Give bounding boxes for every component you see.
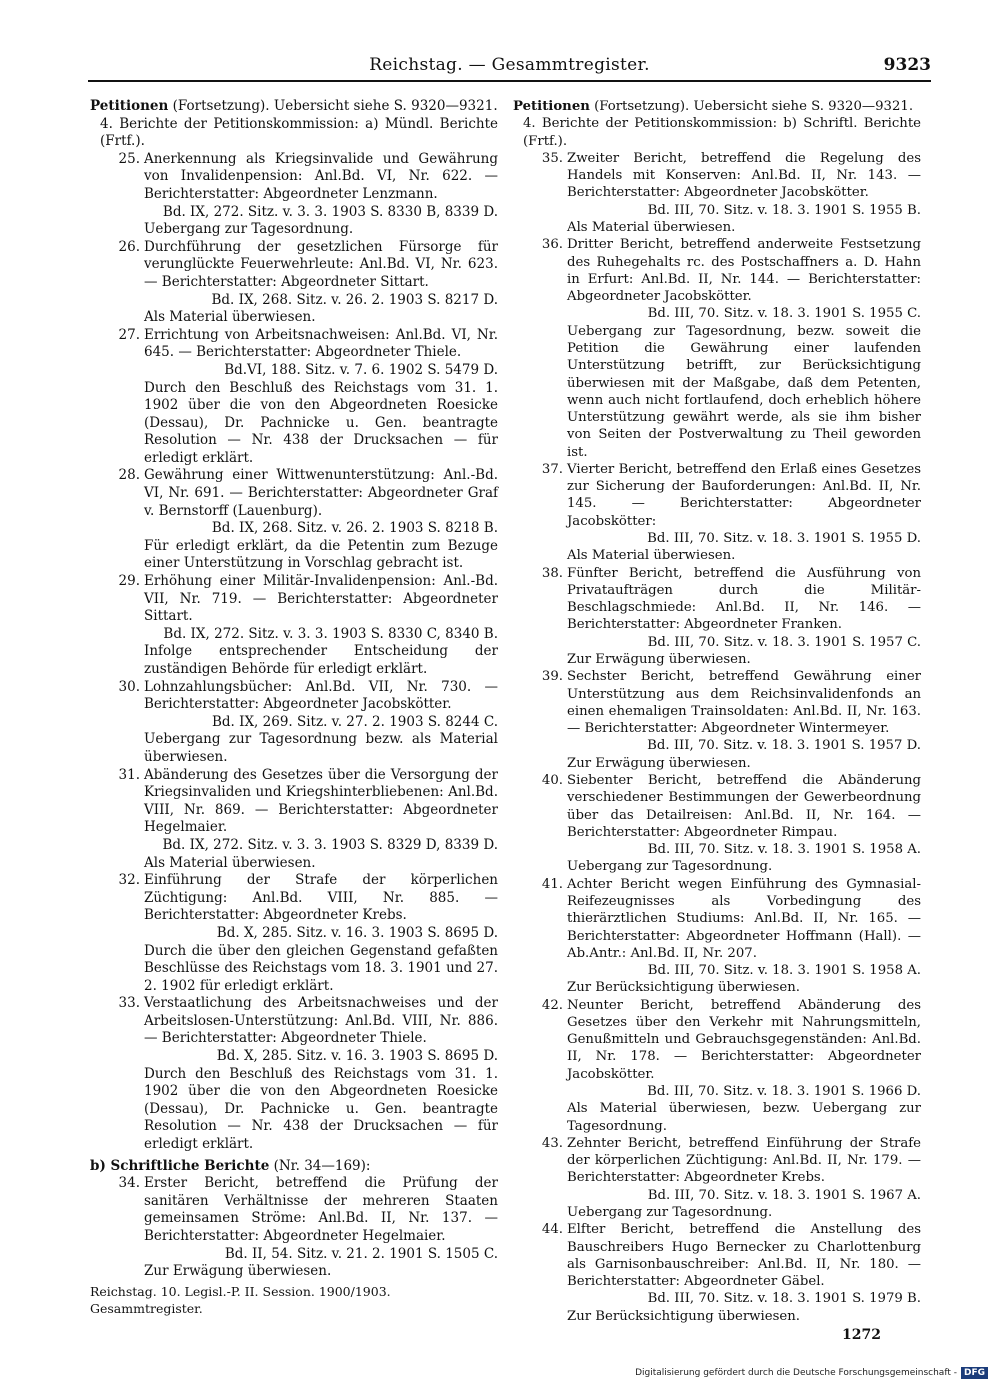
entry-text: Sechster Bericht, betreffend Gewährung einer Unterstützung aus dem Reichsinvalidenfonds an einen ehemaligen Trainsoldaten: Anl.Bd. II, Nr. 163. — Berichterstatter: Abgeordneter Wintermeyer.: [567, 669, 921, 737]
entry-reference: Bd. IX, 268. Sitz. v. 26. 2. 1903 S. 8217 D.: [211, 291, 498, 308]
entry-decision: Durch den Beschluß des Reichstags vom 31. 1. 1902 über die von den Abgeordneten Roesicke (Dessau), Dr. Pachnicke u. Gen. beantragte Resolution — Nr. 438 der Drucksachen — für erledigt erklärt.: [144, 1065, 498, 1153]
section-rest: (Fortsetzung). Uebersicht siehe S. 9320—9321.: [168, 98, 498, 114]
entry-reference: Bd. IX, 269. Sitz. v. 27. 2. 1903 S. 8244 C.: [211, 713, 498, 730]
entry-decision: Als Material überwiesen, bezw. Uebergang zur Tagesordnung.: [567, 1101, 921, 1134]
entry-reference: Bd. II, 54. Sitz. v. 21. 2. 1901 S. 1505 C.: [224, 1245, 498, 1262]
header-page-number: 9323: [883, 55, 931, 75]
entry-decision: Durch die über den gleichen Gegenstand gefaßten Beschlüsse des Reichstags vom 18. 3. 1901 und 27. 2. 1902 für erledigt erklärt.: [144, 942, 498, 994]
entry-number: 26.: [118, 238, 140, 255]
subsection-heading: 4. Berichte der Petitionskommission: a) Mündl. Berichte (Frtf.).: [100, 115, 498, 150]
entry-text: Anerkennung als Kriegsinvalide und Gewährung von Invalidenpension: Anl.Bd. VI, Nr. 622. — Berichterstatter: Abgeordneter Lenzmann.: [144, 150, 498, 202]
entry-number: 40.: [541, 772, 563, 788]
register-entry: [90, 467, 498, 573]
entry-number: 31.: [118, 766, 140, 783]
entry-number: 34.: [118, 1175, 140, 1192]
entry-reference: Bd. X, 285. Sitz. v. 16. 3. 1903 S. 8695 D.: [216, 1048, 498, 1065]
entry-text: Fünfter Bericht, betreffend die Ausführung von Privataufträgen durch die Militär-Beschlagschmiede: Anl.Bd. II, Nr. 146. — Berichterstatter: Abgeordneter Franken.: [567, 565, 921, 633]
register-entry: [90, 767, 498, 873]
entry-number: 30.: [118, 678, 140, 695]
entry-reference: Bd. III, 70. Sitz. v. 18. 3. 1901 S. 1955 C.: [647, 306, 921, 322]
entry-text: Elfter Bericht, betreffend die Anstellung des Bauschreibers Hugo Bernecker zu Charlottenburg als Garnisonbauschreiber: Anl.Bd. II, Nr. 180. — Berichterstatter: Abgeordneter Gäbel.: [567, 1222, 921, 1290]
register-entry: [513, 1135, 921, 1221]
entry-text: Dritter Bericht, betreffend anderweite Festsetzung des Ruhegehalts rc. des Postschaffners a. D. Hahn in Erfurt: Anl.Bd. II, Nr. 144. — Berichterstatter: Abgeordneter Jacobskötter.: [567, 237, 921, 305]
entry-number: 41.: [541, 876, 563, 892]
credit-text: Digitalisierung gefördert durch die Deutsche Forschungsgemeinschaft -: [635, 1368, 957, 1378]
entry-reference: Bd. X, 285. Sitz. v. 16. 3. 1903 S. 8695 D.: [216, 924, 498, 941]
entry-reference: Bd. III, 70. Sitz. v. 18. 3. 1901 S. 1957 D.: [647, 738, 921, 754]
entry-reference: Bd. IX, 272. Sitz. v. 3. 3. 1903 S. 8329 D, 8339 D.: [162, 836, 498, 853]
register-entry: [90, 872, 498, 995]
header-rule: [88, 80, 931, 82]
entry-decision: Uebergang zur Tagesordnung, bezw. soweit die Petition die Gewährung einer laufenden Unterstützung betrifft, zur Berücksichtigung überwiesen mit der Maßgabe, daß dem Petenten, wenn auch nicht fortlaufend, doch erheblich höhere Unterstützung gewährt werde, als sie ihm bisher von Seiten der Postverwaltung zu Theil geworden ist.: [567, 323, 921, 460]
header-title: Reichstag. — Gesammtregister.: [369, 55, 650, 75]
register-entry: [513, 1221, 921, 1325]
entry-list: [90, 151, 498, 1154]
entry-number: 44.: [541, 1222, 563, 1238]
entry-text: Achter Bericht wegen Einführung des Gymnasial-Reifezeugnisses als Vorbedingung des thierärztlichen Studiums: Anl.Bd. II, Nr. 165. — Berichterstatter: Abgeordneter Hoffmann (Hall). — Ab.Antr.: Anl.Bd. II, Nr. 207.: [567, 876, 921, 961]
entry-reference: Bd. III, 70. Sitz. v. 18. 3. 1901 S. 1958 A.: [647, 963, 921, 979]
entry-decision: Zur Berücksichtigung überwiesen.: [567, 1308, 800, 1324]
register-entry: [513, 150, 921, 236]
register-entry: [90, 239, 498, 327]
entry-text: Gewährung einer Wittwenunterstützung: Anl.-Bd. VI, Nr. 691. — Berichterstatter: Abgeordneter Graf v. Bernstorff (Lauenburg).: [144, 467, 498, 519]
entry-text: Neunter Bericht, betreffend Abänderung des Gesetzes über den Verkehr mit Nahrungsmitteln, Genußmitteln und Gebrauchsgegenständen: Anl.Bd. II, Nr. 178. — Berichterstatter: Abgeordneter Jacobskötter.: [567, 997, 921, 1082]
entry-number: 27.: [118, 326, 140, 343]
subsection-b-rest: (Nr. 34—169):: [269, 1157, 371, 1174]
entry-text: Einführung der Strafe der körperlichen Züchtigung: Anl.Bd. VIII, Nr. 885. — Berichterstatter: Abgeordneter Krebs.: [144, 872, 498, 924]
running-header: [88, 55, 931, 81]
entry-decision: Uebergang zur Tagesordnung.: [567, 1205, 773, 1220]
entry-decision: Zur Erwägung überwiesen.: [567, 755, 751, 771]
entry-decision: Uebergang zur Tagesordnung bezw. als Material überwiesen.: [144, 731, 498, 765]
entry-list-b: [90, 1175, 498, 1281]
right-column: [513, 98, 921, 1344]
entry-decision: Zur Erwägung überwiesen.: [144, 1263, 332, 1280]
register-entry: [90, 151, 498, 239]
entry-decision: Zur Berücksichtigung überwiesen.: [567, 980, 800, 996]
footer-left: Reichstag. 10. Legisl.-P. II. Session. 1900/1903. Gesammtregister.: [90, 1283, 391, 1317]
entry-reference: Bd. IX, 272. Sitz. v. 3. 3. 1903 S. 8330 B, 8339 D.: [162, 203, 498, 220]
entry-reference: Bd.VI, 188. Sitz. v. 7. 6. 1902 S. 5479 D.: [224, 361, 498, 378]
entry-decision: Zur Erwägung überwiesen.: [567, 652, 751, 667]
entry-number: 35.: [541, 150, 563, 166]
register-entry: [513, 772, 921, 876]
entry-number: 38.: [541, 565, 563, 581]
entry-reference: Bd. III, 70. Sitz. v. 18. 3. 1901 S. 1957 C.: [647, 634, 921, 650]
entry-reference: Bd. III, 70. Sitz. v. 18. 3. 1901 S. 1979 B.: [647, 1291, 921, 1307]
subsection-heading: 4. Berichte der Petitionskommission: b) Schriftl. Berichte (Frtf.).: [523, 116, 921, 149]
entry-text: Lohnzahlungsbücher: Anl.Bd. VII, Nr. 730. — Berichterstatter: Abgeordneter Jacobskötter.: [144, 678, 498, 713]
entry-number: 43.: [541, 1135, 563, 1151]
entry-decision: Infolge entsprechender Entscheidung der zuständigen Behörde für erledigt erklärt.: [144, 643, 498, 677]
subsection-b-heading: [90, 1158, 498, 1176]
entry-list: [513, 150, 921, 1325]
entry-reference: Bd. III, 70. Sitz. v. 18. 3. 1901 S. 1966 D.: [647, 1084, 921, 1100]
register-entry: [90, 679, 498, 767]
register-entry: [513, 668, 921, 772]
subsection-b-lead: b) Schriftliche Berichte: [90, 1157, 270, 1174]
entry-decision: Uebergang zur Tagesordnung.: [144, 221, 354, 238]
entry-decision: Durch den Beschluß des Reichstags vom 31. 1. 1902 über die von den Abgeordneten Roesicke (Dessau), Dr. Pachnicke u. Gen. beantragte Resolution — Nr. 438 der Drucksachen — für erledigt erklärt.: [144, 379, 498, 466]
entry-reference: Bd. IX, 272. Sitz. v. 3. 3. 1903 S. 8330 C, 8340 B.: [163, 625, 498, 642]
entry-number: 32.: [118, 872, 140, 889]
entry-text: Erster Bericht, betreffend die Prüfung der sanitären Verhältnisse der mehreren Staaten gemeinsamen Ströme: Anl.Bd. II, Nr. 137. — Berichterstatter: Abgeordneter Hegelmaier.: [144, 1175, 498, 1244]
entry-text: Vierter Bericht, betreffend den Erlaß eines Gesetzes zur Sicherung der Bauforderungen: Anl.Bd. II, Nr. 145. — Berichterstatter: Abgeordneter Jacobskötter:: [567, 461, 921, 529]
footer-right: 1272: [842, 1326, 881, 1343]
entry-reference: Bd. III, 70. Sitz. v. 18. 3. 1901 S. 1967 A.: [647, 1187, 921, 1203]
entry-number: 28.: [118, 467, 140, 484]
register-entry: [90, 573, 498, 679]
dfg-logo: DFG: [961, 1367, 988, 1379]
register-entry: [90, 995, 498, 1153]
section-lead: Petitionen: [90, 98, 169, 114]
section-rest: (Fortsetzung). Uebersicht siehe S. 9320—9321.: [589, 99, 914, 114]
entry-decision: Uebergang zur Tagesordnung.: [567, 859, 773, 875]
entry-decision: Für erledigt erklärt, da die Petentin zum Bezuge einer Unterstützung in Vorschlag gebracht ist.: [144, 537, 498, 572]
entry-text: Errichtung von Arbeitsnachweisen: Anl.Bd. VI, Nr. 645. — Berichterstatter: Abgeordneter Thiele.: [144, 326, 498, 361]
entry-number: 42.: [541, 997, 563, 1013]
register-entry: [90, 1175, 498, 1281]
register-entry: [90, 327, 498, 468]
section-lead: Petitionen: [513, 99, 590, 114]
entry-reference: Bd. III, 70. Sitz. v. 18. 3. 1901 S. 1955 B.: [647, 202, 921, 218]
entry-text: Siebenter Bericht, betreffend die Abänderung verschiedener Bestimmungen der Gewerbeordnung über das Detailreisen: Anl.Bd. II, Nr. 164. — Berichterstatter: Abgeordneter Rimpau.: [567, 772, 921, 840]
entry-reference: Bd. III, 70. Sitz. v. 18. 3. 1901 S. 1955 D.: [647, 531, 921, 547]
entry-number: 25.: [118, 150, 140, 167]
entry-reference: Bd. III, 70. Sitz. v. 18. 3. 1901 S. 1958 A.: [647, 842, 921, 858]
entry-decision: Als Material überwiesen.: [567, 548, 736, 564]
entry-decision: Als Material überwiesen.: [144, 854, 316, 871]
entry-number: 37.: [541, 461, 563, 477]
left-column: [90, 98, 498, 1318]
entry-text: Abänderung des Gesetzes über die Versorgung der Kriegsinvaliden und Kriegshinterbliebenen: Anl.Bd. VIII, Nr. 869. — Berichterstatter: Abgeordneter Hegelmaier.: [144, 766, 498, 836]
register-entry: [513, 236, 921, 461]
register-entry: [513, 461, 921, 565]
entry-text: Zehnter Bericht, betreffend Einführung der Strafe der körperlichen Züchtigung: Anl.Bd. II, Nr. 179. — Berichterstatter: Abgeordneter Krebs.: [567, 1135, 921, 1186]
entry-number: 36.: [541, 237, 563, 253]
entry-text: Durchführung der gesetzlichen Fürsorge für verunglückte Feuerwehrleute: Anl.Bd. VI, Nr. 623. — Berichterstatter: Abgeordneter Sittart.: [144, 238, 498, 290]
register-entry: [513, 997, 921, 1135]
register-entry: [513, 565, 921, 669]
entry-text: Zweiter Bericht, betreffend die Regelung des Handels mit Konserven: Anl.Bd. II, Nr. 143. — Berichterstatter: Abgeordneter Jacobskötter.: [567, 150, 921, 201]
entry-number: 33.: [118, 995, 140, 1012]
entry-reference: Bd. IX, 268. Sitz. v. 26. 2. 1903 S. 8218 B.: [211, 520, 498, 537]
digitization-credit: [635, 1367, 988, 1379]
section-heading: [513, 98, 921, 115]
entry-decision: Als Material überwiesen.: [567, 219, 736, 235]
section-heading: [90, 98, 498, 116]
entry-text: Verstaatlichung des Arbeitsnachweises und der Arbeitslosen-Unterstützung: Anl.Bd. VIII, Nr. 886. — Berichterstatter: Abgeordneter Thiele.: [144, 995, 498, 1047]
entry-decision: Als Material überwiesen.: [144, 309, 316, 326]
register-entry: [513, 876, 921, 997]
entry-number: 29.: [118, 573, 140, 590]
entry-number: 39.: [541, 669, 563, 685]
entry-text: Erhöhung einer Militär-Invalidenpension: Anl.-Bd. VII, Nr. 719. — Berichterstatter: Abgeordneter Sittart.: [144, 573, 498, 625]
